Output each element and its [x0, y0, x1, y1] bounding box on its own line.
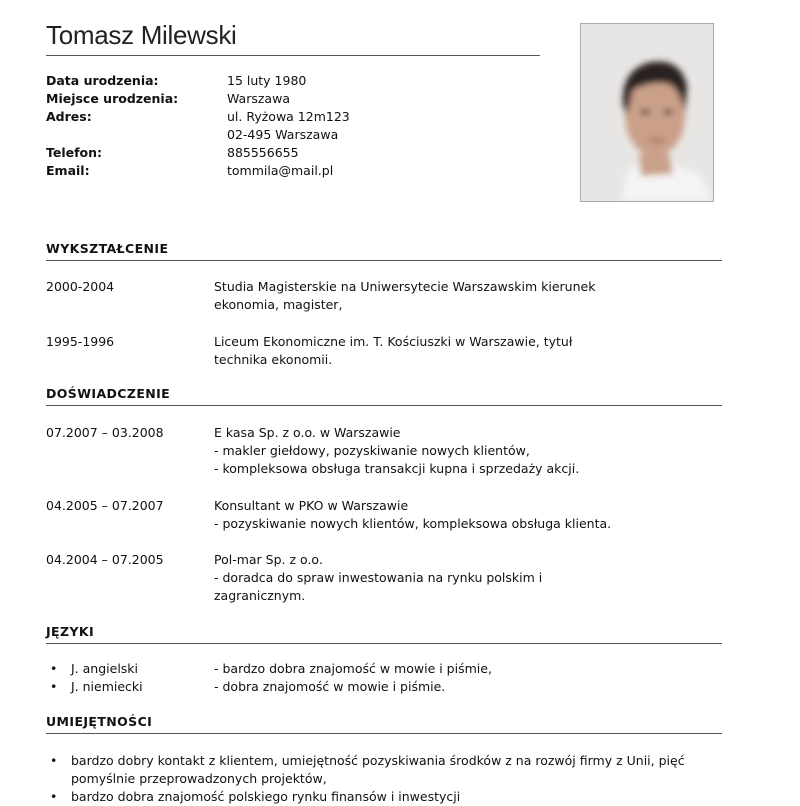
bullet-icon: •: [50, 679, 58, 694]
name-divider: [46, 55, 540, 56]
bullet-icon: •: [50, 789, 58, 804]
bullet-icon: •: [50, 661, 58, 676]
experience-heading: DOŚWIADCZENIE: [46, 386, 171, 401]
skills-heading: UMIEJĘTNOŚCI: [46, 714, 153, 729]
list-item: • bardzo dobra znajomość polskiego rynku finansów i inwestycji: [50, 789, 461, 804]
skills-list: [46, 752, 746, 806]
skills-divider: [46, 733, 722, 734]
education-divider: [46, 260, 722, 261]
experience-divider: [46, 405, 722, 406]
list-item: • bardzo dobry kontakt z klientem, umiejętność pozyskiwania środków z na rozwój firmy z Unii, pięć pomyślnie przeprowadzonych projektów,: [50, 753, 685, 786]
bullet-icon: •: [50, 753, 58, 768]
languages-divider: [46, 643, 722, 644]
profile-photo: [580, 23, 714, 202]
education-heading: WYKSZTAŁCENIE: [46, 241, 169, 256]
profile-photo-image: [581, 24, 713, 201]
candidate-name: Tomasz Milewski: [46, 20, 237, 50]
languages-heading: JĘZYKI: [46, 624, 95, 639]
